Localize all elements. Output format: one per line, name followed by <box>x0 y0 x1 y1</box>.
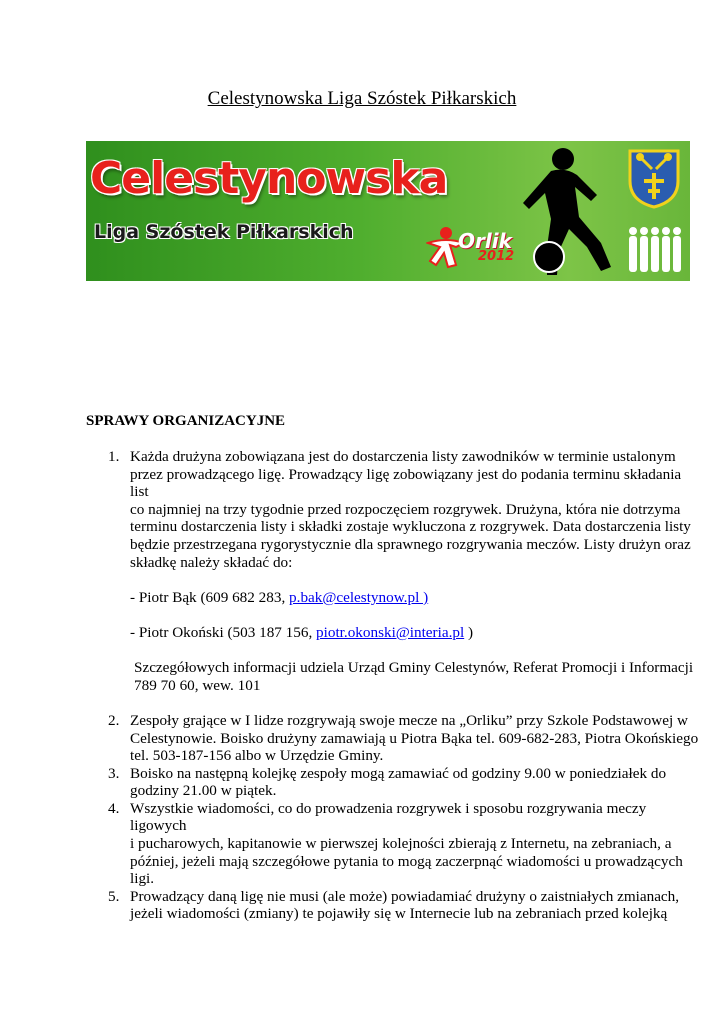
list-item-number: 3. <box>108 764 120 782</box>
contact-text: - Piotr Bąk (609 682 283, <box>130 588 290 606</box>
list-item-number: 1. <box>108 448 120 465</box>
list-item-line: ligi. <box>130 870 155 888</box>
league-banner <box>86 141 690 281</box>
list-item-line: Wszystkie wiadomości, co do prowadzenia rozgrywek i sposobu rozgrywania meczy ligowych <box>130 799 647 835</box>
team-silhouettes-icon <box>626 223 684 275</box>
email-link-piotr-okonski[interactable]: piotr.okonski@interia.pl <box>316 623 465 641</box>
list-item-line: przez prowadzącego ligę. Prowadzący ligę zobowiązany jest do podania terminu składania list <box>130 465 682 501</box>
list-item-line: co najmniej na trzy tygodnie przed rozpoczęciem rozgrywek. Drużyna, która nie dotrzyma <box>130 500 681 518</box>
page-title: Celestynowska Liga Szóstek Piłkarskich <box>207 88 517 109</box>
list-item-line: Boisko na następną kolejkę zespoły mogą zamawiać od godziny 9.00 w poniedziałek do <box>130 764 667 782</box>
banner-orlik-label: Orlik <box>458 229 512 253</box>
banner-subtitle: Liga Szóstek Piłkarskich <box>94 221 354 243</box>
info-note-line: 789 70 60, wew. 101 <box>134 676 261 694</box>
list-item-number: 2. <box>108 711 120 729</box>
list-item-5 <box>86 888 700 923</box>
list-item-4 <box>86 800 700 888</box>
banner-title: Celestynowska <box>90 153 448 204</box>
list-item-line: terminu dostarczenia listy i składki zostaje wykluczona z rozgrywek. Data dostarczenia listy <box>130 518 691 536</box>
email-link-p-bak[interactable]: p.bak@celestynow.pl ) <box>289 588 429 606</box>
banner-year: 2012 <box>478 249 515 264</box>
coat-of-arms-icon <box>626 147 682 209</box>
list-item-line: składkę należy składać do: <box>130 553 293 571</box>
list-item-line: będzie przestrzegana rygorystycznie dla sprawnego rozgrywania meczów. Listy drużyn oraz <box>130 535 691 553</box>
list-item-line: tel. 503-187-156 albo w Urzędzie Gminy. <box>130 747 384 765</box>
list-item-line: później, jeżeli mają szczegółowe pytania to mogą zaczerpnąć wiadomości u prowadzących <box>130 852 683 870</box>
section-heading: SPRAWY ORGANIZACYJNE <box>86 413 286 429</box>
list-item-line: i pucharowych, kapitanowie w pierwszej kolejności zbierają z Internetu, na zebraniach, a <box>130 835 672 853</box>
list-item-line: Prowadzący daną ligę nie musi (ale może) powiadamiać drużyny o zaistniałych zmianach, <box>130 887 680 905</box>
list-item-line: Celestynowie. Boisko drużyny zamawiają u Piotra Bąka tel. 609-682-283, Piotra Okońskiego <box>130 729 699 747</box>
info-note <box>86 659 700 694</box>
contact-text-suffix: ) <box>464 623 474 641</box>
contact-text: - Piotr Okoński (503 187 156, <box>130 623 317 641</box>
football-ball-icon <box>533 241 565 273</box>
list-item-1 <box>86 448 700 571</box>
list-item-line: Każda drużyna zobowiązana jest do dostarczenia listy zawodników w terminie ustalonym <box>130 448 676 465</box>
list-item-3 <box>86 765 700 800</box>
list-item-line: jeżeli wiadomości (zmiany) te pojawiły się w Internecie lub na zebraniach przed kolejką <box>130 905 668 923</box>
list-item-number: 4. <box>108 799 120 817</box>
list-item-2 <box>86 712 700 765</box>
info-note-line: Szczegółowych informacji udziela Urząd Gminy Celestynów, Referat Promocji i Informacji <box>134 659 694 677</box>
contact-piotr-okonski <box>86 624 700 642</box>
contact-piotr-bak <box>86 589 700 607</box>
list-item-number: 5. <box>108 887 120 905</box>
list-item-line: Zespoły grające w I lidze rozgrywają swoje mecze na „Orliku” przy Szkole Podstawowej w <box>130 711 688 729</box>
list-item-line: godziny 21.00 w piątek. <box>130 782 277 800</box>
organizational-list <box>86 448 700 923</box>
